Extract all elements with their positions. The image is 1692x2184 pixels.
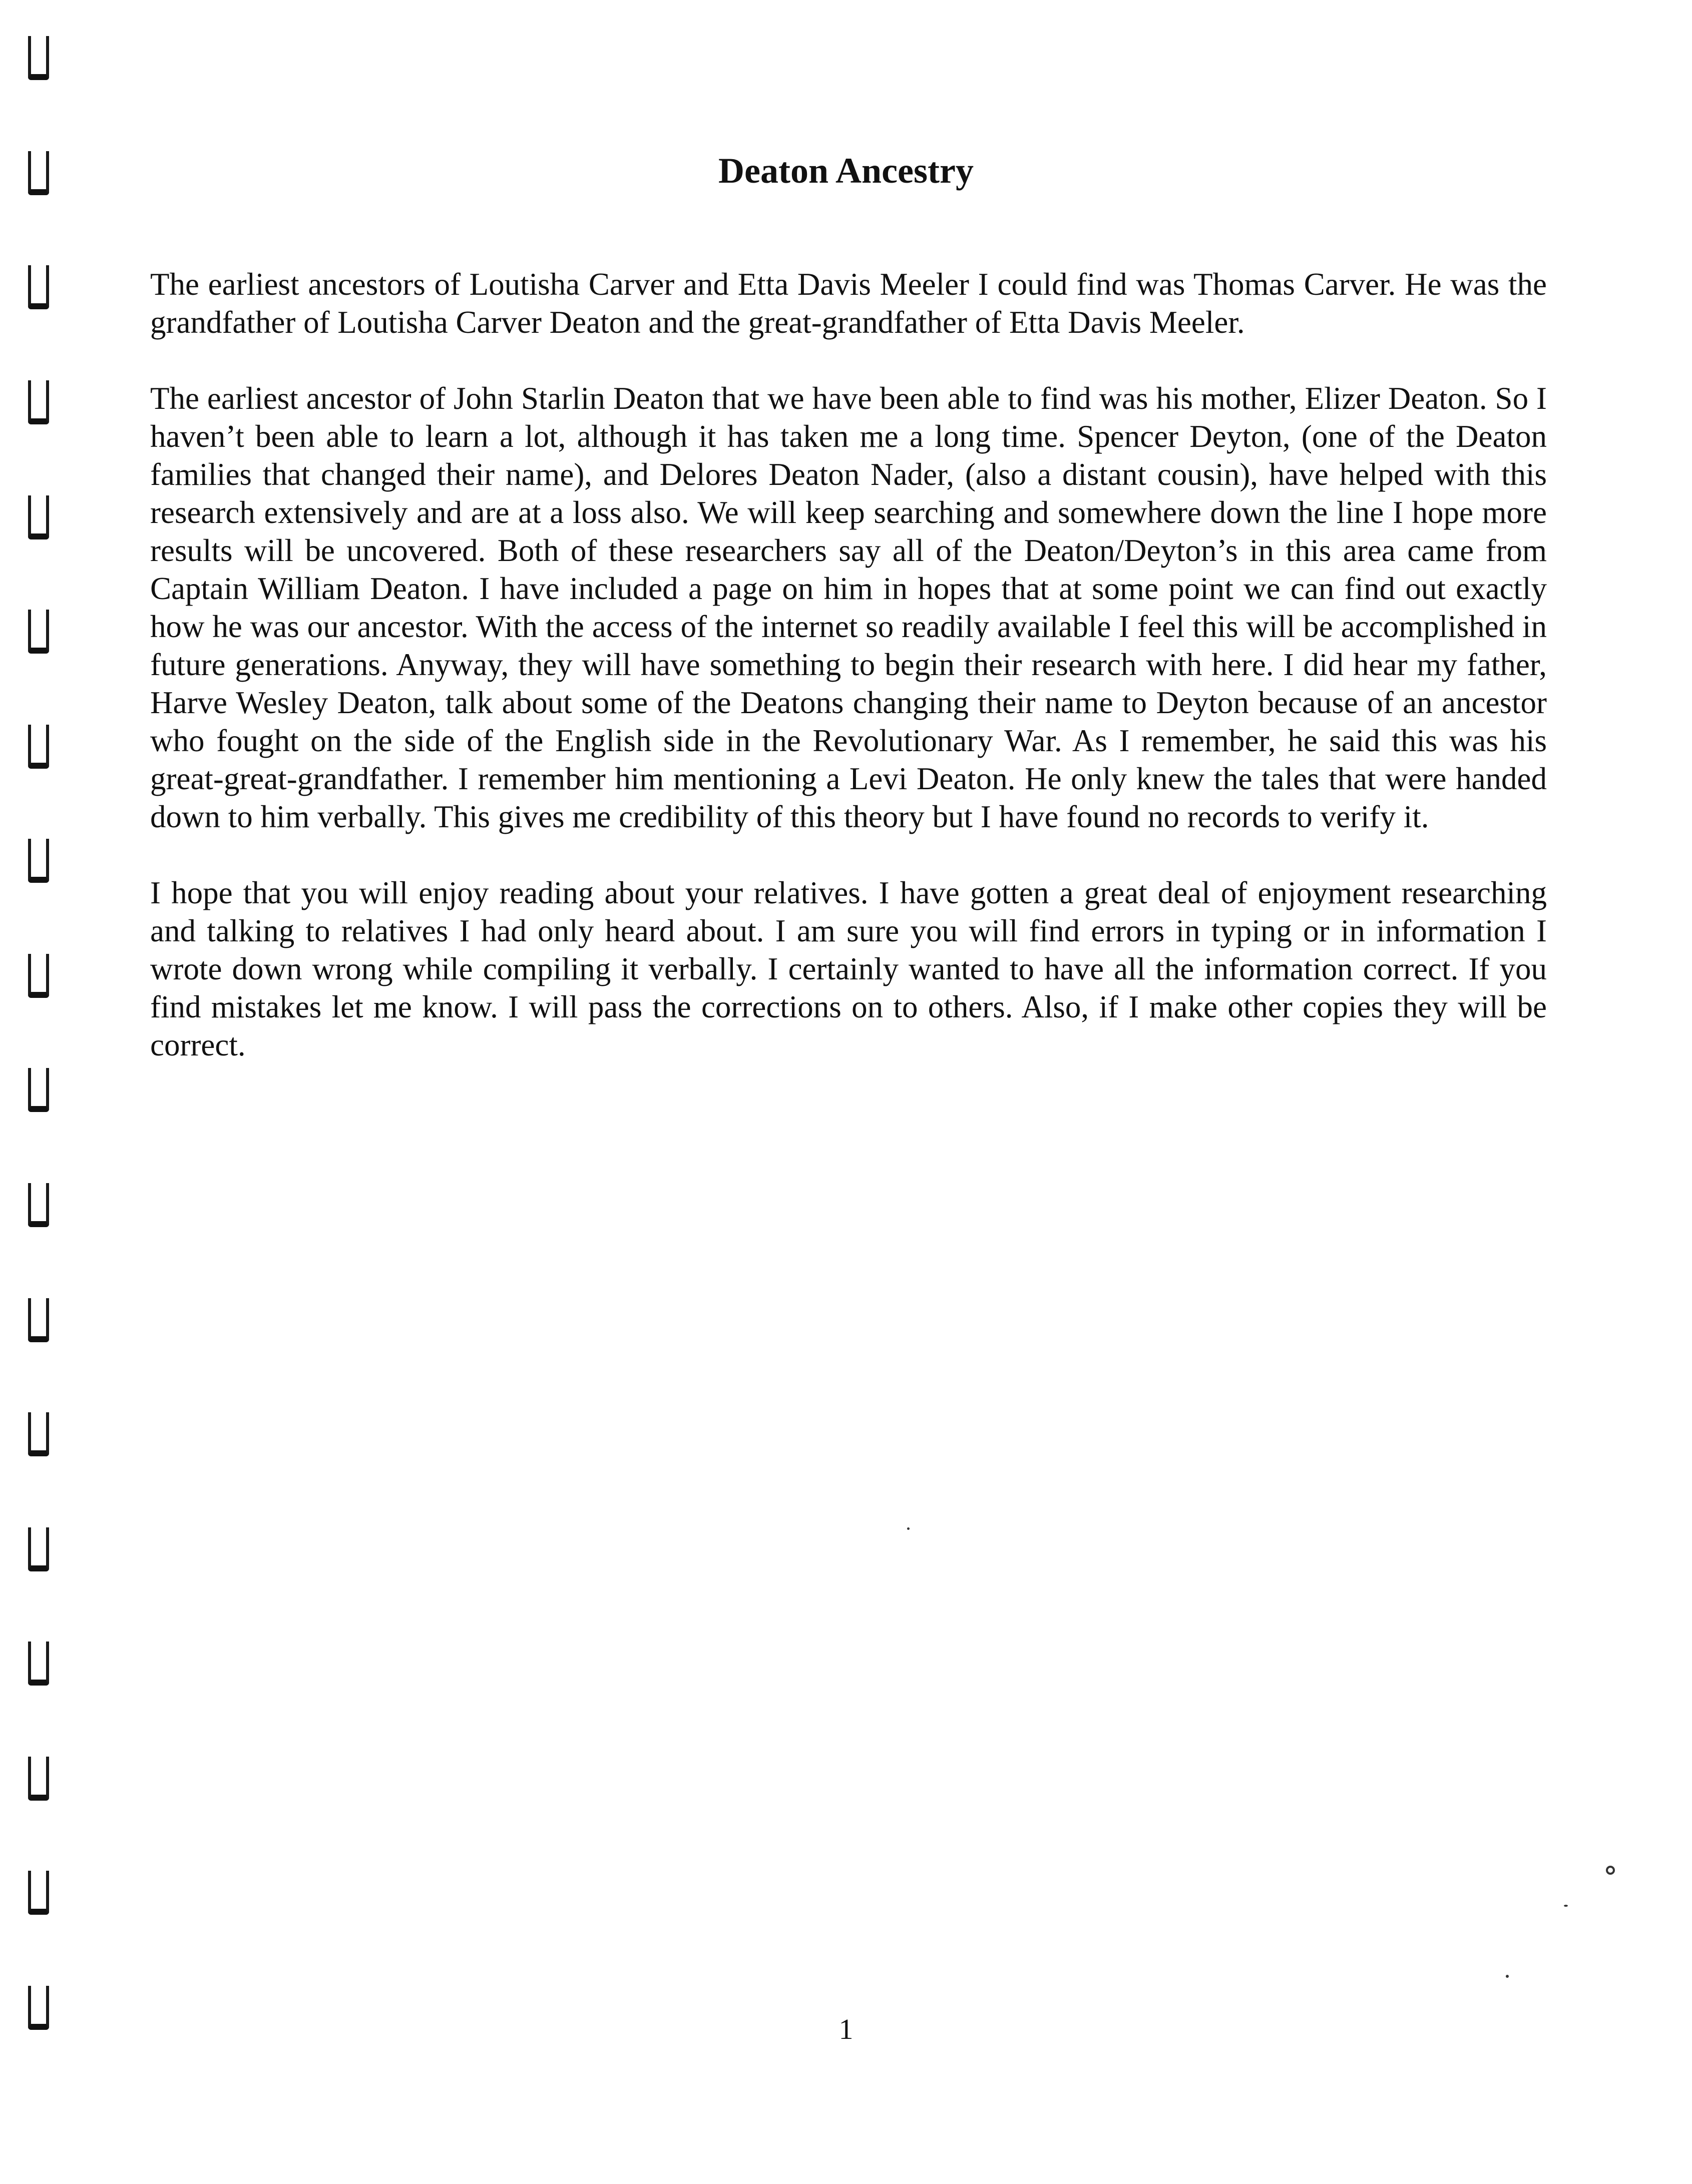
scan-speck	[1606, 1866, 1615, 1875]
paragraph-deaton-research: The earliest ancestor of John Starlin Deaton that we have been able to find was his mother, Elizer Deaton. So I haven’t been able to learn a lot, although it has taken me a long time. Spencer Deyton, (one of the Deaton families that changed their name), and Delores Deaton Nader, (also a distant cousin), have helped with this research extensively and are at a loss also. We will keep searching and somewhere down the line I hope more results will be uncovered. Both of these researchers say all of the Deaton/Deyton’s in this area came from Captain William Deaton. I have included a page on him in hopes that at some point we can find out exactly how he was our ancestor. With the access of the internet so readily available I feel this will be accomplished in future generations. Anyway, they will have something to begin their research with here. I did hear my father, Harve Wesley Deaton, talk about some of the Deatons changing their name to Deyton because of an ancestor who fought on the side of the English side in the Revolutionary War. As I remember, he said this was his great-great-grandfather. I remember him mentioning a Levi Deaton. He only knew the tales that were handed down to him verbally. This gives me credibility of this theory but I have found no records to verify it.	[150, 381, 1547, 834]
paragraph-closing-note: I hope that you will enjoy reading about your relatives. I have gotten a great deal of enjoyment researching and talking to relatives I had only heard about. I am sure you will find errors in typing or in information I wrote down wrong while compiling it verbally. I certainly wanted to have all the information correct. If you find mistakes let me know. I will pass the corrections on to others. Also, if I make other copies they will be correct.	[150, 875, 1547, 1062]
binder-ring-icon	[28, 1183, 49, 1227]
page-number: 1	[838, 2013, 854, 2045]
binder-ring-icon	[28, 1757, 49, 1801]
binder-ring-icon	[28, 36, 49, 80]
binder-ring-icon	[28, 839, 49, 883]
binder-ring-icon	[28, 1068, 49, 1112]
binder-ring-icon	[28, 380, 49, 424]
scan-speck	[1564, 1905, 1568, 1907]
binder-ring-icon	[28, 1298, 49, 1342]
binder-ring-icon	[28, 1871, 49, 1915]
paragraph-carver-ancestors: The earliest ancestors of Loutisha Carver and Etta Davis Meeler I could find was Thomas Carver. He was the grandfather of Loutisha Carver Deaton and the great-grandfather of Etta Davis Meeler.	[150, 267, 1547, 340]
scan-speck	[907, 1527, 910, 1530]
binder-ring-icon	[28, 1642, 49, 1686]
binder-ring-icon	[28, 954, 49, 998]
scan-speck	[1506, 1975, 1509, 1978]
binder-comb	[28, 0, 58, 2184]
binder-ring-icon	[28, 725, 49, 769]
binder-ring-icon	[28, 1527, 49, 1571]
binder-ring-icon	[28, 1412, 49, 1456]
binder-ring-icon	[28, 265, 49, 309]
body-text	[150, 265, 1547, 1102]
binder-ring-icon	[28, 495, 49, 539]
binder-ring-icon	[28, 610, 49, 654]
page-title: Deaton Ancestry	[718, 151, 974, 191]
